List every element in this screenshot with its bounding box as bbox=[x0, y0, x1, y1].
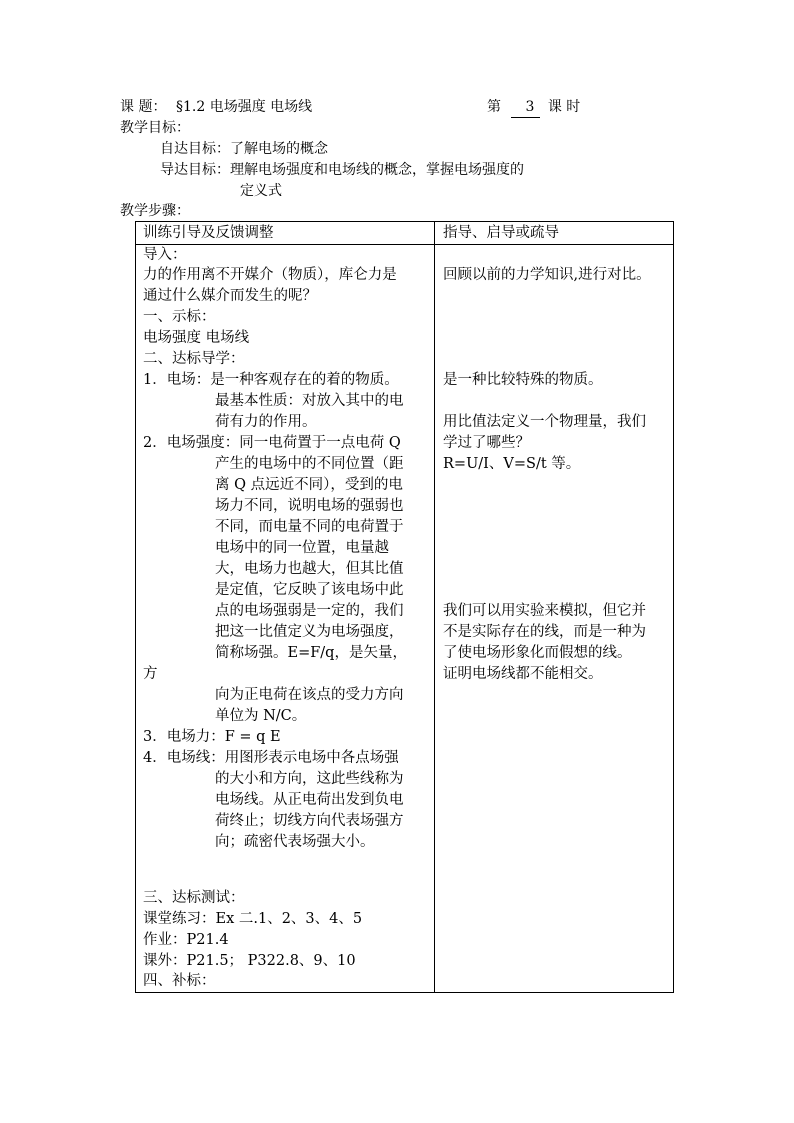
left-line: 荷终止；切线方向代表场强方 bbox=[215, 813, 404, 829]
left-line: 产生的电场中的不同位置（距 bbox=[215, 456, 404, 472]
header-row-divider bbox=[135, 244, 674, 245]
left-line: 向；疏密代表场强大小。 bbox=[215, 834, 375, 850]
lesson-number: 3 bbox=[511, 97, 540, 118]
left-line: 课外：P21.5； P322.8、9、10 bbox=[143, 953, 356, 969]
left-line: 电场强度 电场线 bbox=[143, 330, 250, 346]
lesson-topic: §1.2 电场强度 电场线 bbox=[176, 99, 313, 115]
left-line: 单位为 N/C。 bbox=[215, 708, 307, 724]
left-line: 力的作用离不开媒介（物质），库仑力是 bbox=[143, 267, 397, 283]
left-line: 电场中的同一位置，电量越 bbox=[215, 540, 389, 556]
right-line: 学过了哪些？ bbox=[443, 435, 530, 451]
left-line: 是定值，它反映了该电场中此 bbox=[215, 582, 404, 598]
left-line: 的大小和方向，这此些线称为 bbox=[215, 771, 404, 787]
left-line: 4．电场线：用图形表示电场中各点场强 bbox=[143, 750, 399, 766]
objective-guided: 导达目标：理解电场强度和电场线的概念，掌握电场强度的 bbox=[160, 162, 524, 178]
right-line: 是一种比较特殊的物质。 bbox=[443, 372, 603, 388]
left-line: 场力不同，说明电场的强弱也 bbox=[215, 498, 404, 514]
left-line: 最基本性质：对放入其中的电 bbox=[215, 393, 404, 409]
right-line: 证明电场线都不能相交。 bbox=[443, 666, 603, 682]
right-line: 了使电场形象化而假想的线。 bbox=[443, 645, 632, 661]
left-line: 把这一比值定义为电场强度， bbox=[215, 624, 404, 640]
left-line: 1．电场：是一种客观存在的着的物质。 bbox=[143, 372, 399, 388]
left-line: 三、达标测试： bbox=[143, 890, 245, 906]
objective-guided-cont: 定义式 bbox=[240, 183, 282, 199]
table-header-right: 指导、启导或疏导 bbox=[443, 225, 559, 241]
left-line: 2．电场强度：同一电荷置于一点电荷 Q bbox=[143, 435, 401, 451]
left-line: 二、达标导学： bbox=[143, 351, 245, 367]
left-line: 3．电场力：F = q E bbox=[143, 729, 281, 745]
lesson-counter bbox=[487, 97, 580, 118]
left-line: 点的电场强弱是一定的，我们 bbox=[215, 603, 404, 619]
left-line: 离 Q 点远近不同），受到的电 bbox=[215, 477, 403, 493]
lesson-suffix: 课 时 bbox=[547, 99, 581, 115]
left-line: 电场线。从正电荷出发到负电 bbox=[215, 792, 404, 808]
table-header-left: 训练引导及反馈调整 bbox=[143, 225, 274, 241]
left-line: 四、补标： bbox=[143, 973, 216, 989]
left-line: 课堂练习：Ex 二.1、2、3、4、5 bbox=[143, 911, 363, 927]
left-line: 简称场强。E=F/q，是矢量， bbox=[215, 645, 407, 661]
left-line: 向为正电荷在该点的受力方向 bbox=[215, 687, 404, 703]
left-line: 一、示标： bbox=[143, 309, 216, 325]
topic-label: 课 题： bbox=[120, 99, 167, 115]
right-line: 回顾以前的力学知识,进行对比。 bbox=[443, 267, 651, 283]
objectives-heading: 教学目标： bbox=[120, 120, 190, 136]
column-divider bbox=[434, 221, 435, 993]
left-line: 不同，而电量不同的电荷置于 bbox=[215, 519, 404, 535]
right-line: R=U/I、V=S/t 等。 bbox=[443, 456, 581, 472]
left-line: 大，电场力也越大，但其比值 bbox=[215, 561, 404, 577]
right-line: 不是实际存在的线，而是一种为 bbox=[443, 624, 646, 640]
right-line: 用比值法定义一个物理量，我们 bbox=[443, 414, 646, 430]
left-line: 作业：P21.4 bbox=[143, 932, 229, 948]
right-line: 我们可以用实验来模拟，但它并 bbox=[443, 603, 646, 619]
objective-self: 自达目标：了解电场的概念 bbox=[160, 141, 328, 157]
left-line: 方 bbox=[143, 666, 158, 682]
left-line: 导入： bbox=[143, 247, 187, 263]
left-line: 荷有力的作用。 bbox=[215, 414, 317, 430]
left-line: 通过什么媒介而发生的呢？ bbox=[143, 288, 317, 304]
steps-heading: 教学步骤： bbox=[120, 203, 190, 219]
lesson-prefix: 第 bbox=[487, 99, 501, 115]
